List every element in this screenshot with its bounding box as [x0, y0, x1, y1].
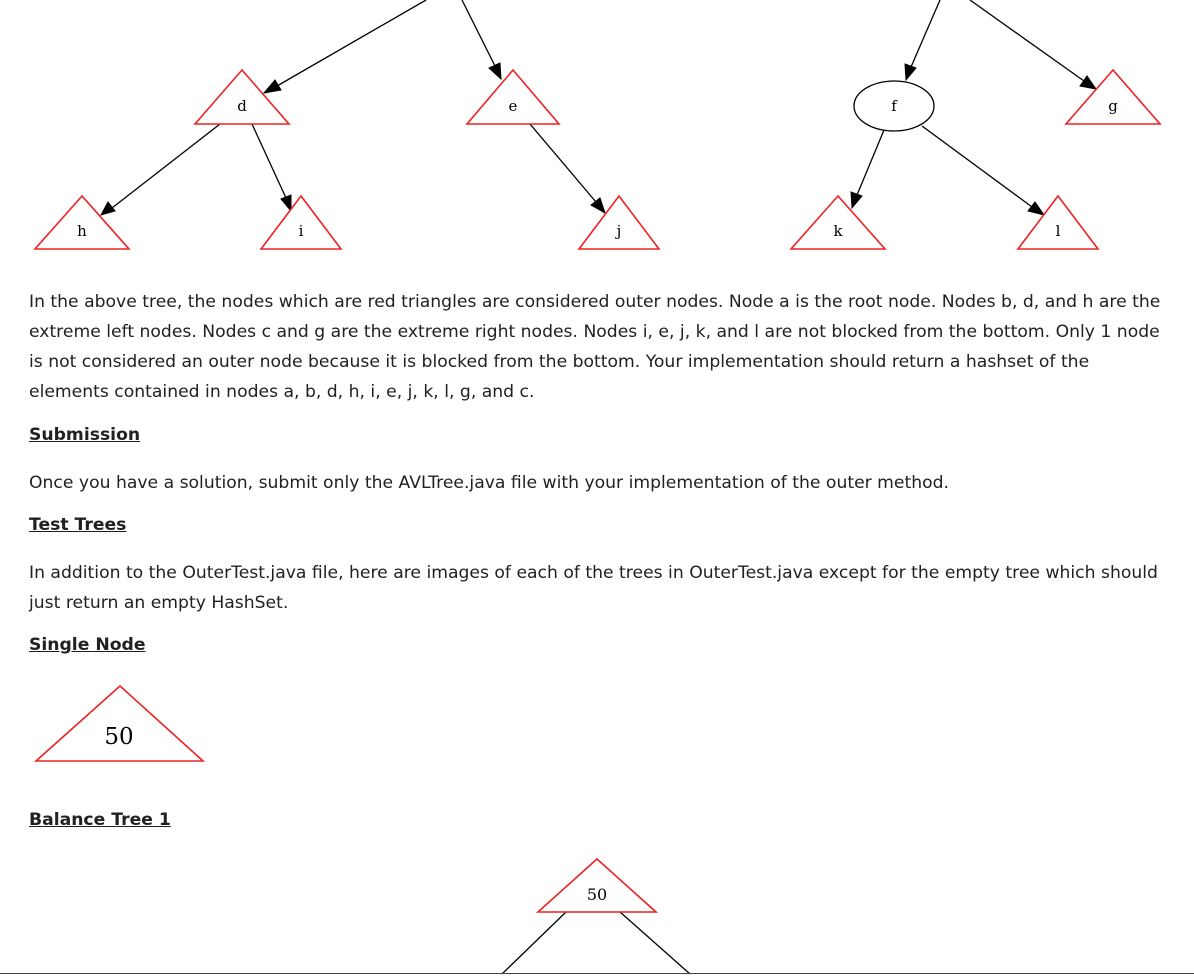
single-node-tree-diagram [0, 680, 240, 780]
edge-to-e [462, 0, 495, 66]
balance-tree-1-diagram [0, 856, 1194, 976]
node-f-label: f [891, 97, 897, 115]
test-trees-text: In addition to the OuterTest.java file, here are images of each of the trees in OuterTest.java except for the empty tree which should just return an empty HashSet. [29, 563, 1158, 613]
balance-root-label: 50 [586, 885, 608, 904]
test-trees-heading: Test Trees [29, 515, 127, 535]
submission-heading: Submission [29, 425, 141, 445]
edge-to-d [277, 0, 426, 86]
bottom-divider [0, 973, 1194, 974]
node-h-label: h [77, 222, 87, 240]
node-j-label: j [616, 222, 622, 240]
outer-nodes-tree-diagram [0, 0, 1194, 260]
edge-to-f [911, 0, 940, 67]
node-k-label: k [833, 222, 843, 240]
outer-nodes-description: In the above tree, the nodes which are red triangles are considered outer nodes. Node a is the root node. Nodes b, d, and h are the extreme left nodes. Nodes c and g are the extreme right nodes. Nodes i, e, j, k, and l are not blocked from the bottom. Only 1 node is not considered an outer node because it is blocked from the bottom. Your implementation should return a hashset of the elements contained in nodes a, b, d, h, i, e, j, k, l, g, and c. [29, 292, 1161, 402]
node-e-label: e [508, 97, 518, 115]
edge-root-right [620, 912, 690, 974]
node-d-label: d [237, 97, 247, 115]
balance-tree-1-heading: Balance Tree 1 [29, 810, 171, 830]
edge-d-i [252, 124, 286, 198]
single-node-heading: Single Node [29, 635, 146, 655]
edge-e-j [530, 124, 596, 202]
node-g-label: g [1108, 97, 1118, 115]
edge-root-left [502, 912, 566, 974]
node-l-label: l [1055, 222, 1061, 240]
single-node-label: 50 [104, 724, 134, 750]
edge-f-k [857, 130, 884, 195]
edge-f-l [922, 126, 1032, 207]
edge-to-g [970, 0, 1084, 81]
node-i-label: i [298, 222, 304, 240]
edge-d-h [112, 124, 220, 208]
submission-text: Once you have a solution, submit only the AVLTree.java file with your implementation of the outer method. [29, 473, 950, 493]
